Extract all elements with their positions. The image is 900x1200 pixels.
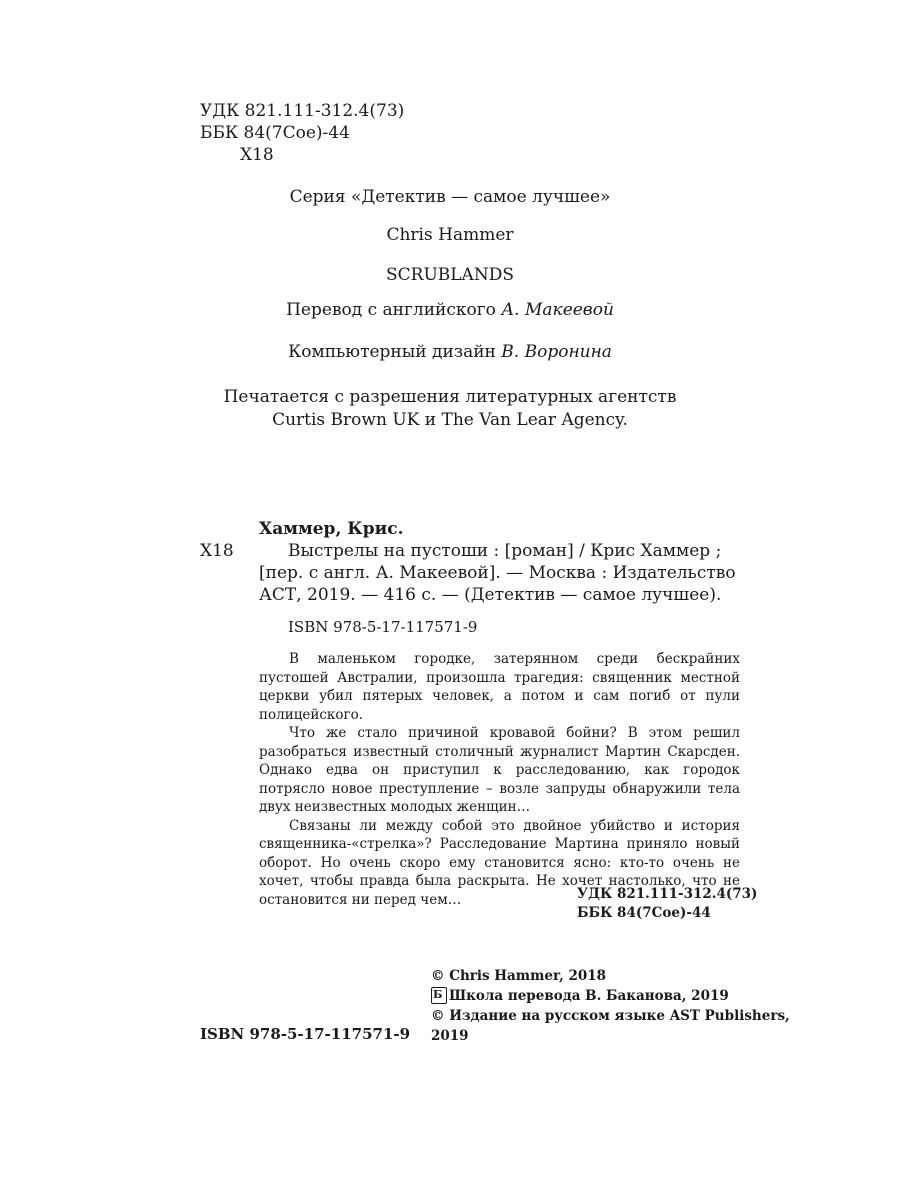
translation-prefix: Перевод с английского [286,300,502,320]
bib-mark: Х18 [200,541,234,561]
permission-notice [0,386,900,432]
copyright-block [431,966,790,1046]
header-udk: УДК 821.111-312.4(73) [200,101,405,121]
copyright-line-4: 2019 [431,1028,469,1044]
original-author: Chris Hammer [386,225,514,245]
footer-udk: УДК 821.111-312.4(73) [577,886,758,902]
translation-school-logo-icon: Б [431,987,447,1004]
copyright-line-2-text: Школа перевода В. Баканова, 2019 [449,988,729,1004]
header-author-mark: Х18 [240,145,274,165]
annotation-paragraph-3: Связаны ли между собой это двойное убийство и история священника-«стрелка»? Расследование Мартина приняло новый оборот. Но очень скоро ему становится ясно: кто-то очень не хочет, чтобы правда была раскрыта. Не хочет настолько, что не остановится ни перед чем… [259,817,740,908]
bib-isbn: ISBN 978-5-17-117571-9 [288,618,478,636]
header-bbk: ББК 84(7Сое)-44 [200,123,350,143]
annotation-paragraph-1: В маленьком городке, затерянном среди бескрайних пустошей Австралии, произошла трагедия: священник местной церкви убил пятерых человек, а потом и сам погиб от пули полицейского. [259,651,740,723]
annotation-paragraph-2: Что же стало причиной кровавой бойни? В этом решил разобраться известный столичный журналист Мартин Скарсден. Однако едва он приступил к расследованию, как городок потрясло новое преступление – возле запруды обнаружили тела двух неизвестных молодых женщин… [259,725,740,815]
annotation [259,650,740,909]
bib-line-1: Выстрелы на пустоши : [роман] / Крис Хаммер ; [288,541,722,561]
series-line: Серия «Детектив — самое лучшее» [289,187,611,207]
footer-bbk: ББК 84(7Сое)-44 [577,905,711,921]
permission-line-1: Печатается с разрешения литературных агентств [223,387,677,407]
header-codes [200,100,404,166]
bib-line-2: [пер. с англ. А. Макеевой]. — Москва : Издательство [259,563,736,583]
design-credit [0,342,900,362]
bib-author-heading: Хаммер, Крис. [259,519,404,539]
copyright-line-2 [431,986,790,1006]
isbn-bottom: ISBN 978-5-17-117571-9 [200,1025,411,1043]
bib-line-3: АСТ, 2019. — 416 с. — (Детектив — самое лучшее). [259,585,722,605]
copyright-line-1: © Chris Hammer, 2018 [431,968,607,984]
permission-line-2: Curtis Brown UK и The Van Lear Agency. [272,410,628,430]
classification-footer [577,885,757,923]
translator-name: А. Макеевой [501,300,614,320]
original-title: SCRUBLANDS [386,265,514,285]
translation-credit [0,300,900,320]
copyright-line-3: © Издание на русском языке AST Publishers, [431,1008,790,1024]
designer-name: В. Воронина [501,342,612,362]
design-prefix: Компьютерный дизайн [288,342,502,362]
